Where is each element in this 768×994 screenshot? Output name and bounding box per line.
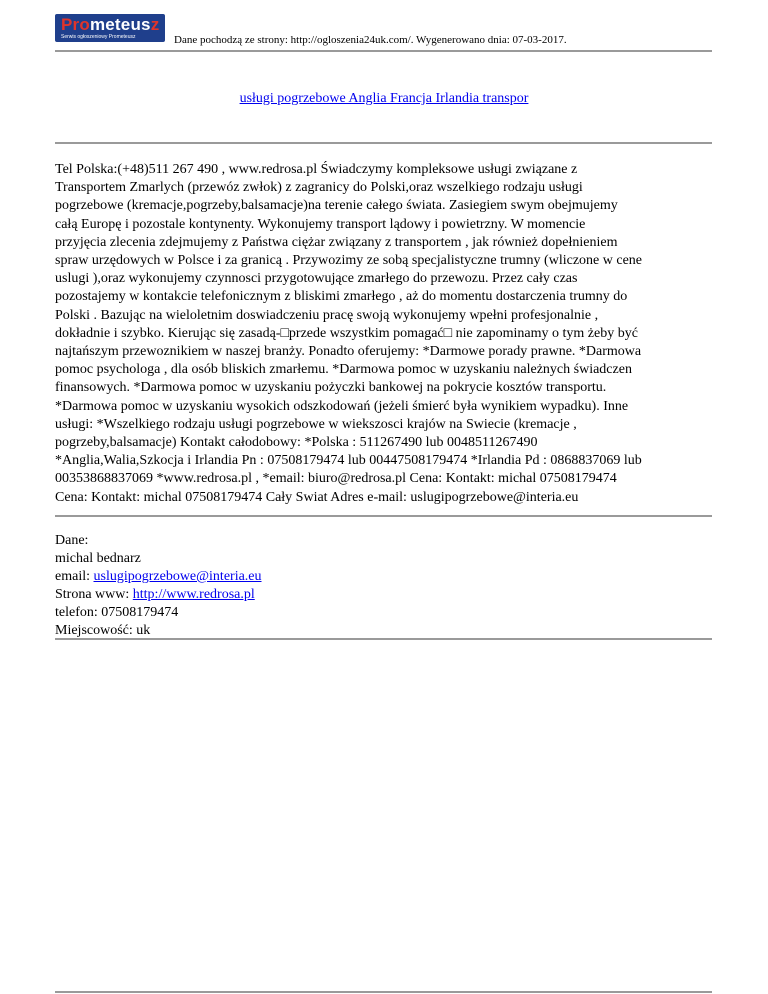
contact-heading: Dane: [55,533,89,548]
description-divider [55,515,712,517]
logo-tagline: Serwis ogłoszeniowy Prometeusz [61,34,136,40]
logo-wordmark-middle: meteus [89,15,151,34]
logo-wordmark [61,15,159,35]
logo-wordmark-accent: Pro [61,15,90,34]
contact-location-label: Miejscowość: [55,623,137,638]
prometeusz-logo [55,14,165,42]
contact-details [55,532,713,640]
source-note: Dane pochodzą ze strony: http://ogloszenia24uk.com/. Wygenerowano dnia: 07-03-2017. [174,34,567,46]
contact-phone-value: 07508179474 [101,605,179,620]
contact-website-label: Strona www: [55,587,133,602]
contact-email-label: email: [55,569,94,584]
contact-name: michal bednarz [55,551,141,566]
contact-email-row [55,568,713,586]
contact-website-link[interactable]: http://www.redrosa.pl [132,587,255,602]
contact-divider [55,638,712,640]
header-divider [55,50,712,52]
logo-wordmark-end: z [150,15,160,34]
ad-title-link[interactable]: usługi pogrzebowe Anglia Francja Irlandia transpor [239,91,529,106]
footer-divider [55,991,712,993]
ad-description: Tel Polska:(+48)511 267 490 , www.redrosa.pl Świadczymy kompleksowe usługi związane z Transportem Zmarlych (przewóz zwłok) z zagranicy do Polski,oraz wszelkiego rodzaju usługi pogrzebowe (kremacje,pogrzeby,balsamacje)na terenie całego świata. Zasiegiem swym obejmujemy całą Europę i pozostale kontynenty. Wykonujemy transport lądowy i powietrzny. W momencie przyjęcia zlecenia zdejmujemy z Państwa ciężar związany z transportem , jak również dopełnieniem spraw urzędowych w Polsce i za granicą . Przywozimy ze sobą specjalistyczne trumny (wliczone w cene uslugi ),oraz wykonujemy czynnosci przygotowujące zmarłego do przewozu. Przez cały czas pozostajemy w kontakcie telefonicznym z bliskimi zmarłego , aż do momentu dostarczenia trumny do Polski . Bazując na wieloletnim doswiadczeniu pracę swoją wykonujemy wpełni profesjonalnie , dokładnie i szybko. Kierując się zasadą-□przede wszystkim pomagać□ nie zapominamy o tym żeby być najtańszym przewoznikiem w naszej branży. Ponadto oferujemy: *Darmowe porady prawne. *Darmowa pomoc psychologa , dla osób bliskich zmarłemu. *Darmowa pomoc w uzyskaniu należnych świadczen finansowych. *Darmowa pomoc w uzyskaniu pożyczki bankowej na pokrycie kosztów transportu. *Darmowa pomoc w uzyskaniu wysokich odszkodowań (jeżeli śmierć była wynikiem wypadku). Inne usługi: *Wszelkiego rodzaju usługi pogrzebowe w wiekszosci krajów na Swiecie (kremacje , pogrzeby,balsamacje) Kontakt całodobowy: *Polska : 511267490 lub 0048511267490 *Anglia,Walia,Szkocja i Irlandia Pn : 07508179474 lub 00447508179474 *Irlandia Pd : 0868837069 lub 00353868837069 *www.redrosa.pl , *email: biuro@redrosa.pl Cena: Kontakt: michal 07508179474 Cena: Kontakt: michal 07508179474 Cały Swiat Adres e-mail: uslugipogrzebowe@interia.eu [55,162,643,505]
contact-location-value: uk [136,623,151,638]
title-divider [55,142,712,144]
contact-email-link[interactable]: uslugipogrzebowe@interia.eu [93,569,262,584]
contact-phone-row [55,604,713,622]
contact-phone-label: telefon: [55,605,102,620]
ad-title [0,91,768,107]
contact-website-row [55,586,713,604]
